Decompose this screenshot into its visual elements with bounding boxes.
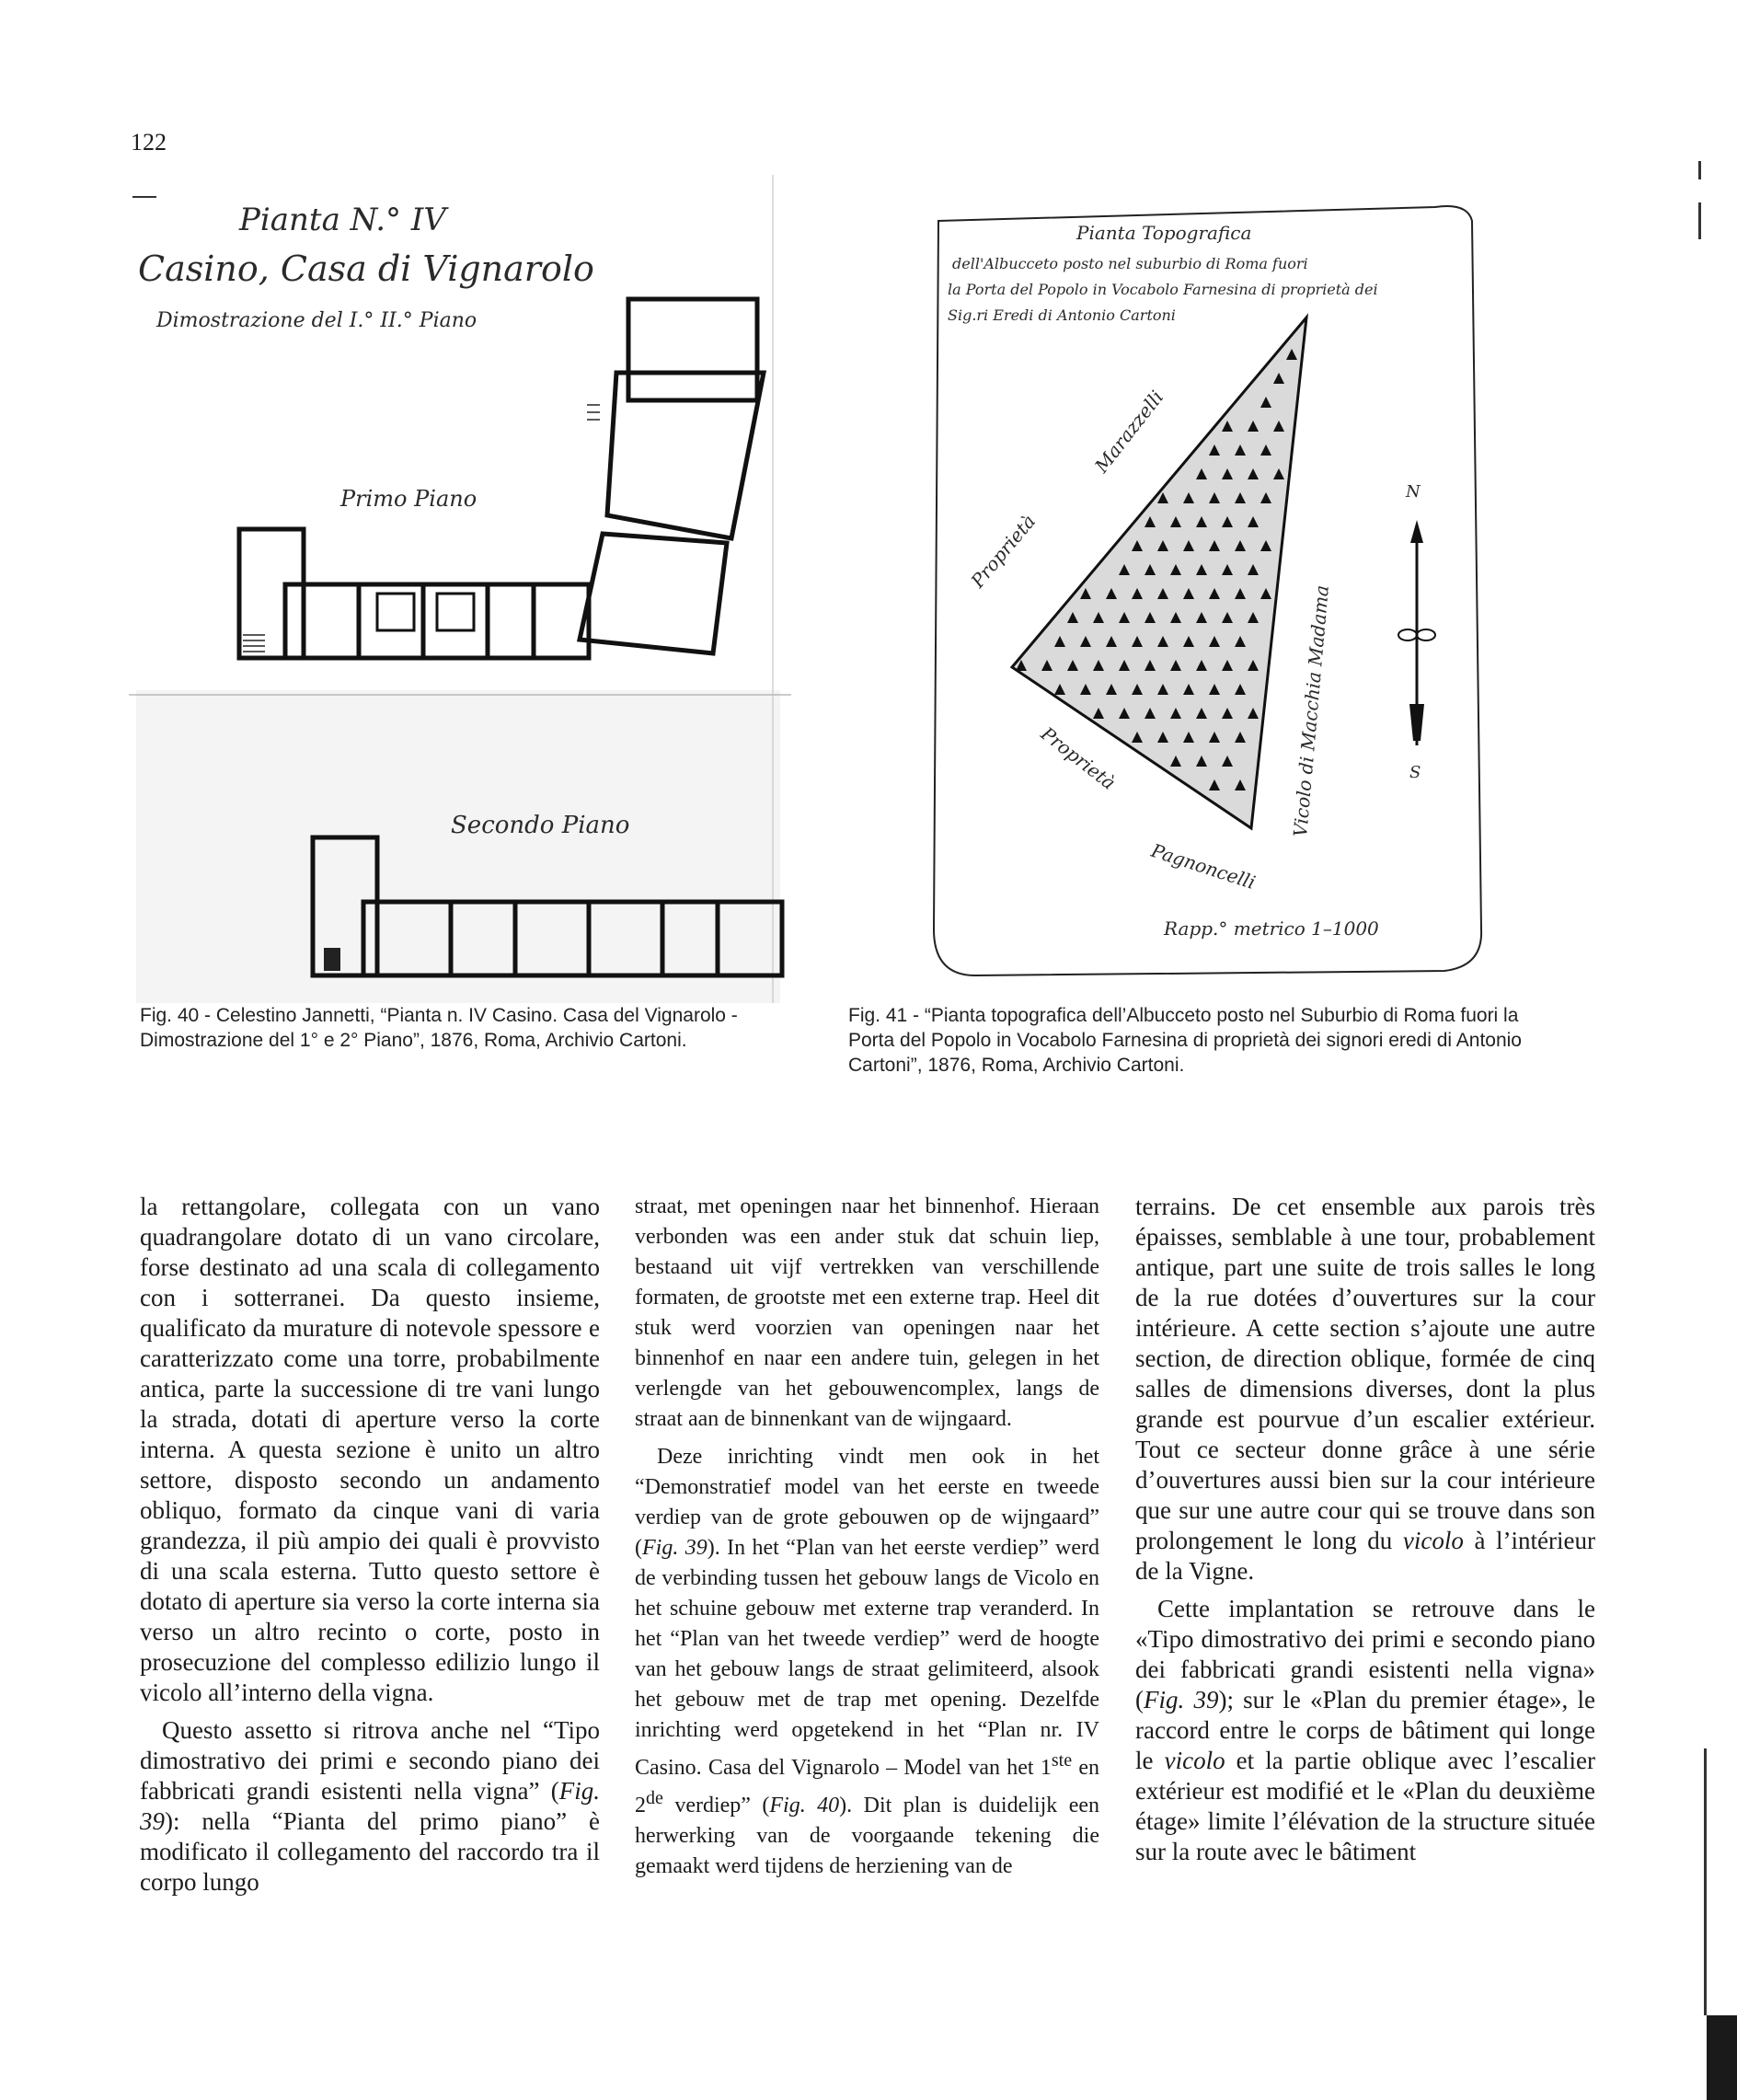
caption-fig40: Fig. 40 - Celestino Jannetti, “Pianta n. IV Casino. Casa del Vignarolo - Dimostrazione del 1° e 2° Piano”, 1876, Roma, Archivio Cartoni. (140, 1005, 738, 1051)
stair-block (324, 948, 340, 971)
label-vicolo: Vicolo di Macchia Madama (1289, 583, 1333, 838)
label-second-floor: Secondo Piano (451, 812, 630, 839)
fig41-line2: dell'Albucceto posto nel suburbio di Roma fuori (952, 255, 1308, 272)
fig41-title: Pianta Topografica (1076, 222, 1252, 244)
figure-40-drawing (129, 175, 791, 1003)
fig40-title: Pianta N.° IV (239, 202, 446, 238)
italian-paragraph-2: Questo assetto si ritrova anche nel “Tipo dimostrativo dei primi e secondo piano dei fabbricati grandi esistenti nella vigna” (Fig. 39): nella “Pianta del primo piano” è modificato il collegamento del raccordo tra il corpo lungo (140, 1716, 600, 1896)
french-paragraph-2: Cette implantation se retrouve dans le «Tipo dimostrativo dei primi e secondo piano dei fabbricati grandi esistenti nella vigna» (Fig. 39); sur le «Plan du premier étage», le raccord entre le corps de bâtiment qui longe le vicolo et la partie oblique avec l’escalier extérieur est modifié et le «Plan du deuxième étage» limite l’élévation de la structure située sur la route avec le bâtiment (1135, 1595, 1595, 1865)
fig40-subtitle: Casino, Casa di Vignarolo (138, 248, 594, 289)
page-number: 122 (131, 129, 167, 156)
paper-fold-shade (136, 690, 780, 1003)
scan-edge-mark (1698, 202, 1701, 239)
dutch-paragraph-1: straat, met openingen naar het binnenhof. Hieraan verbonden was een ander stuk dat schuin liep, bestaand uit vijf vertrekken van verschillende formaten, de grootste met een externe trap. Heel dit stuk werd voorzien van openingen naar het binnenhof en naar een andere tuin, gelegen in het verlengde van het gebouwencomplex, langs de straat aan de binnenkant van de wijngaard. (635, 1194, 1099, 1431)
north-label: N (1406, 482, 1421, 502)
label-proprieta-1: Proprietà (966, 510, 1041, 593)
dutch-paragraph-2: Deze inrichting vindt men ook in het “Demonstratief model van het eerste en tweede verdiep van de grote gebouwen op de wijngaard” (Fig. 39). In het “Plan van het eerste verdiep” werd de verbinding tussen het gebouw langs de Vicolo en het schuine gebouw met externe trap veranderd. In het “Plan van het tweede verdiep” werd de hoogte van het gebouw langs de straat gelimiteerd, alsook het gebouw met de trap met opening. Dezelfde inrichting werd opgetekend in het “Plan nr. IV Casino. Casa del Vignarolo – Model van het 1ste en 2de verdiep” (Fig. 40). Dit plan is duidelijk een herwerking van de voorgaande tekening die gemaakt werd tijdens de herziening van de (635, 1445, 1100, 1878)
column-italian (140, 1192, 600, 1898)
fig41-line4: Sig.ri Eredi di Antonio Cartoni (948, 306, 1176, 324)
scan-edge-blot (1707, 2015, 1737, 2100)
figure-40 (129, 175, 791, 1003)
label-marazzelli: Marazzelli (1090, 386, 1168, 478)
figure-41-drawing (920, 193, 1500, 994)
label-proprieta-2: Proprietà (1036, 722, 1121, 794)
column-dutch (635, 1192, 1099, 1882)
french-paragraph-1: terrains. De cet ensemble aux parois très épaisses, semblable à une tour, probablement antique, part une suite de trois salles le long de la rue dotées d’ouvertures sur la cour intérieure. A cette section s’ajoute une autre section, de direction oblique, formée de cinq salles de dimensions diverses, dont la plus grande est pourvue d’un escalier extérieur. Tout ce secteur donne grâce à une série d’ouvertures aussi bien sur la cour intérieure que sur une autre cour qui se trouve dans son prolongement le long du vicolo à l’intérieur de la Vigne. (1135, 1193, 1595, 1585)
scan-edge-mark (1698, 161, 1701, 179)
column-french (1135, 1192, 1595, 1867)
plan-room (628, 299, 757, 400)
fig40-line3: Dimostrazione del I.° II.° Piano (156, 309, 477, 332)
south-label: S (1409, 763, 1421, 782)
figure-41 (920, 193, 1500, 994)
plan-room (580, 534, 727, 653)
north-arrow (1398, 482, 1435, 782)
fig41-line3: la Porta del Popolo in Vocabolo Farnesina di proprietà dei (948, 281, 1378, 298)
first-floor-plan (239, 299, 764, 658)
label-pagnoncelli: Pagnoncelli (1148, 838, 1259, 894)
scan-edge-mark (1704, 1748, 1707, 2015)
scale-label: Rapp.° metrico 1–1000 (1164, 917, 1379, 940)
label-first-floor: Primo Piano (340, 486, 477, 512)
italian-paragraph-1: la rettangolare, collegata con un vano quadrangolare dotato di un vano circolare, forse destinato ad una scala di collegamento con i sotterranei. Da questo insieme, qualificato da murature di notevole spessore e caratterizzato come una torre, probabilmente antica, parte la successione di tre vani lungo la strada, dotati di aperture verso la corte interna. A questa sezione è unito un altro settore, disposto secondo un andamento obliquo, formato da cinque vani di varia grandezza, il più ampio dei quali è provvisto di una scala esterna. Tutto questo settore è dotato di aperture sia verso la corte interna sia verso un altro recinto o corte, posto in prosecuzione del complesso edilizio lungo il vicolo all’interno della vigna. (140, 1193, 600, 1706)
plan-room (239, 529, 304, 658)
caption-fig41: Fig. 41 - “Pianta topografica dell’Albucceto posto nel Suburbio di Roma fuori la Porta del Popolo in Vocabolo Farnesina di proprietà dei signori eredi di Antonio Cartoni”, 1876, Roma, Archivio Cartoni. (848, 1005, 1522, 1076)
